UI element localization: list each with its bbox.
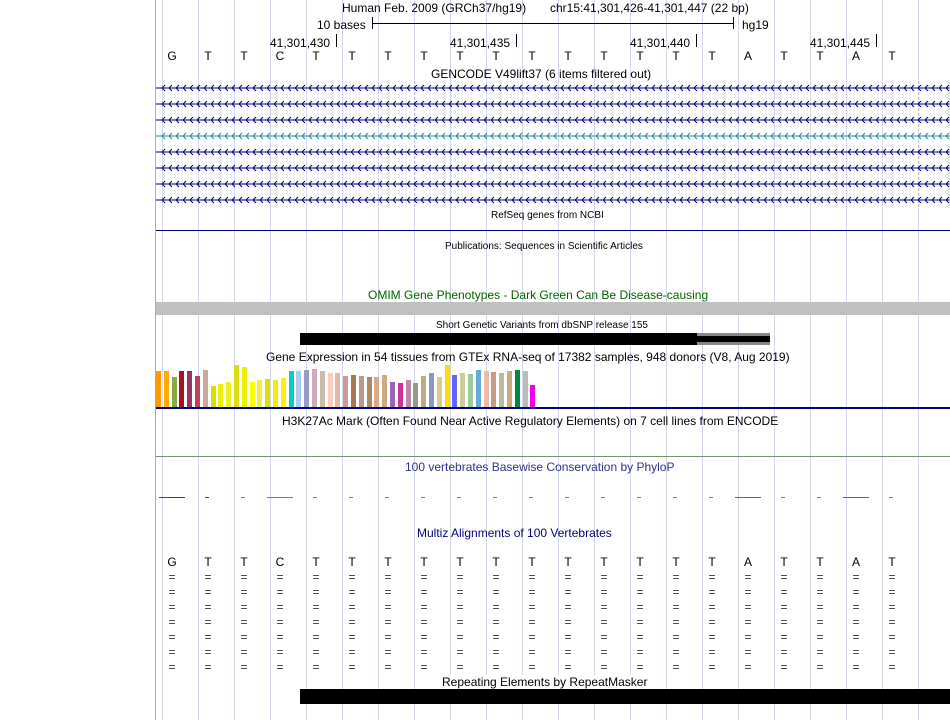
alignment-match-symbol: = [888, 630, 896, 644]
alignment-match-symbol: = [456, 660, 464, 674]
gtex-tissue-bar[interactable] [390, 382, 395, 407]
alignment-match-symbol: = [276, 645, 284, 659]
gtex-tissue-bar[interactable] [398, 383, 403, 407]
alignment-match-symbol: = [672, 615, 680, 629]
gencode-track-title[interactable]: GENCODE V49lift37 (6 items filtered out) [431, 67, 652, 81]
gtex-tissue-bar[interactable] [195, 376, 200, 407]
alignment-match-symbol: = [744, 645, 752, 659]
alignment-match-symbol: = [816, 600, 824, 614]
alignment-match-symbol: = [204, 570, 212, 584]
human-base: A [743, 555, 752, 569]
alignment-match-symbol: = [636, 600, 644, 614]
refseq-gene-line[interactable] [156, 230, 950, 231]
gtex-tissue-bar[interactable] [367, 377, 372, 407]
alignment-match-symbol: = [312, 615, 320, 629]
alignment-match-symbol: = [888, 660, 896, 674]
alignment-match-symbol: = [492, 600, 500, 614]
gtex-tissue-bar[interactable] [265, 379, 270, 407]
gtex-tissue-bar[interactable] [491, 372, 496, 407]
alignment-match-symbol: = [456, 570, 464, 584]
alignment-match-symbol: = [204, 660, 212, 674]
alignment-match-symbol: = [816, 570, 824, 584]
alignment-match-symbol: = [708, 630, 716, 644]
alignment-match-symbol: = [852, 645, 860, 659]
alignment-match-symbol: = [240, 570, 248, 584]
alignment-match-symbol: = [780, 600, 788, 614]
alignment-match-symbol: = [420, 585, 428, 599]
gencode-transcript[interactable] [156, 195, 950, 205]
gtex-tissue-bar[interactable] [499, 373, 504, 407]
alignment-match-symbol: = [528, 570, 536, 584]
gtex-tissue-bar[interactable] [281, 378, 286, 407]
alignment-match-symbol: = [672, 600, 680, 614]
phylop-score-mark [889, 497, 893, 498]
alignment-match-symbol: = [852, 570, 860, 584]
alignment-match-symbol: = [816, 645, 824, 659]
alignment-match-symbol: = [348, 615, 356, 629]
position-text: chr15:41,301,426-41,301,447 (22 bp) [550, 1, 749, 15]
alignment-match-symbol: = [384, 585, 392, 599]
gtex-tissue-bar[interactable] [530, 385, 535, 407]
alignment-match-symbol: = [276, 585, 284, 599]
alignment-match-symbol: = [672, 570, 680, 584]
alignment-match-symbol: = [600, 615, 608, 629]
alignment-match-symbol: = [564, 585, 572, 599]
h3k27ac-baseline [156, 456, 950, 457]
alignment-match-symbol: = [456, 600, 464, 614]
gtex-tissue-bar[interactable] [242, 367, 247, 407]
phylop-score-mark [205, 497, 209, 498]
sequence-base: T [492, 49, 500, 63]
gtex-tissue-bar[interactable] [452, 375, 457, 407]
alignment-match-symbol: = [276, 615, 284, 629]
alignment-match-symbol: = [348, 660, 356, 674]
sequence-base: T [636, 49, 644, 63]
alignment-match-symbol: = [888, 585, 896, 599]
alignment-match-symbol: = [420, 660, 428, 674]
human-base: C [275, 555, 285, 569]
alignment-match-symbol: = [204, 600, 212, 614]
alignment-match-symbol: = [708, 645, 716, 659]
alignment-match-symbol: = [816, 615, 824, 629]
gtex-tissue-bar[interactable] [172, 377, 177, 407]
alignment-match-symbol: = [384, 600, 392, 614]
alignment-match-symbol: = [168, 630, 176, 644]
dbsnp-track-title[interactable]: Short Genetic Variants from dbSNP release 155 [436, 320, 648, 331]
alignment-match-symbol: = [384, 660, 392, 674]
human-base: T [204, 555, 212, 569]
sequence-base: T [312, 49, 320, 63]
sequence-base: T [780, 49, 788, 63]
alignment-match-symbol: = [780, 645, 788, 659]
alignment-match-symbol: = [600, 660, 608, 674]
sequence-base: G [167, 49, 177, 63]
human-base: T [420, 555, 428, 569]
gtex-tissue-bar[interactable] [445, 365, 450, 407]
gtex-tissue-bar[interactable] [273, 380, 278, 407]
gencode-transcript[interactable] [156, 163, 950, 173]
alignment-match-symbol: = [600, 630, 608, 644]
gtex-tissue-bar[interactable] [296, 371, 301, 407]
gtex-tissue-bar[interactable] [460, 373, 465, 407]
alignment-match-symbol: = [276, 570, 284, 584]
gtex-tissue-bar[interactable] [156, 371, 161, 407]
coord-tick [876, 34, 877, 47]
phylop-score-mark [241, 497, 245, 498]
alignment-match-symbol: = [384, 630, 392, 644]
sequence-base: T [348, 49, 356, 63]
alignment-match-symbol: = [564, 660, 572, 674]
gtex-tissue-bar[interactable] [413, 383, 418, 407]
phylop-score-mark [493, 497, 497, 498]
alignment-match-symbol: = [276, 660, 284, 674]
coord-label: 41,301,445 [810, 36, 871, 50]
alignment-match-symbol: = [528, 645, 536, 659]
sequence-base: T [420, 49, 428, 63]
multiz-track-title[interactable]: Multiz Alignments of 100 Vertebrates [417, 526, 612, 540]
dbsnp-variant-inner [697, 336, 770, 342]
gtex-tissue-bar[interactable] [523, 371, 528, 407]
alignment-match-symbol: = [744, 660, 752, 674]
human-base: T [888, 555, 896, 569]
alignment-match-symbol: = [492, 660, 500, 674]
coord-label: 41,301,440 [630, 36, 691, 50]
gtex-tissue-bar[interactable] [515, 370, 520, 407]
human-base: T [492, 555, 500, 569]
sequence-base: T [240, 49, 248, 63]
gtex-tissue-bar[interactable] [335, 373, 340, 407]
alignment-match-symbol: = [708, 615, 716, 629]
phylop-score-mark [457, 497, 461, 498]
coord-tick [696, 34, 697, 47]
assembly-text: Human Feb. 2009 (GRCh37/hg19) [342, 1, 527, 15]
alignment-match-symbol: = [816, 660, 824, 674]
phylop-score-mark [565, 497, 569, 498]
alignment-match-symbol: = [240, 660, 248, 674]
human-base: T [780, 555, 788, 569]
alignment-match-symbol: = [780, 660, 788, 674]
phylop-score-mark [709, 497, 713, 498]
alignment-match-symbol: = [888, 600, 896, 614]
alignment-match-symbol: = [564, 570, 572, 584]
gtex-tissue-bar[interactable] [328, 373, 333, 407]
sequence-base: C [275, 49, 285, 63]
alignment-match-symbol: = [672, 585, 680, 599]
human-base: T [564, 555, 572, 569]
alignment-match-symbol: = [240, 645, 248, 659]
gtex-tissue-bar[interactable] [218, 384, 223, 407]
gtex-tissue-bar[interactable] [289, 371, 294, 407]
alignment-match-symbol: = [744, 585, 752, 599]
alignment-match-symbol: = [240, 600, 248, 614]
alignment-match-symbol: = [600, 600, 608, 614]
alignment-match-symbol: = [600, 570, 608, 584]
db-text: hg19 [742, 18, 769, 32]
alignment-match-symbol: = [168, 615, 176, 629]
human-base: T [672, 555, 680, 569]
alignment-match-symbol: = [600, 645, 608, 659]
alignment-match-symbol: = [240, 615, 248, 629]
gtex-tissue-bar[interactable] [437, 377, 442, 407]
alignment-match-symbol: = [348, 570, 356, 584]
alignment-match-symbol: = [456, 630, 464, 644]
alignment-match-symbol: = [600, 585, 608, 599]
human-base: T [384, 555, 392, 569]
phylop-score-mark [267, 497, 293, 498]
human-base: T [636, 555, 644, 569]
alignment-match-symbol: = [492, 630, 500, 644]
alignment-match-symbol: = [780, 570, 788, 584]
alignment-match-symbol: = [240, 585, 248, 599]
sequence-base: T [708, 49, 716, 63]
alignment-match-symbol: = [168, 660, 176, 674]
alignment-match-symbol: = [420, 600, 428, 614]
alignment-match-symbol: = [744, 630, 752, 644]
alignment-match-symbol: = [420, 630, 428, 644]
alignment-match-symbol: = [888, 570, 896, 584]
gtex-tissue-bar[interactable] [351, 375, 356, 407]
human-base: T [312, 555, 320, 569]
scale-bar [372, 23, 734, 24]
phylop-track-title[interactable]: 100 vertebrates Basewise Conservation by PhyloP [405, 460, 675, 474]
alignment-match-symbol: = [708, 585, 716, 599]
gtex-tissue-bar[interactable] [187, 371, 192, 407]
phylop-score-mark [385, 497, 389, 498]
sequence-base: T [600, 49, 608, 63]
gtex-tissue-bar[interactable] [429, 373, 434, 407]
sequence-base: T [456, 49, 464, 63]
alignment-match-symbol: = [312, 630, 320, 644]
gencode-transcript[interactable] [156, 131, 950, 141]
alignment-match-symbol: = [672, 660, 680, 674]
alignment-match-symbol: = [348, 645, 356, 659]
phylop-score-mark [735, 497, 761, 498]
alignment-match-symbol: = [168, 570, 176, 584]
gtex-tissue-bar[interactable] [320, 371, 325, 407]
coord-label: 41,301,430 [270, 36, 331, 50]
alignment-match-symbol: = [312, 600, 320, 614]
gtex-tissue-bar[interactable] [476, 370, 481, 407]
alignment-match-symbol: = [492, 645, 500, 659]
alignment-match-symbol: = [240, 630, 248, 644]
phylop-score-mark [637, 497, 641, 498]
alignment-match-symbol: = [744, 615, 752, 629]
alignment-match-symbol: = [384, 570, 392, 584]
gtex-tissue-bar[interactable] [304, 370, 309, 407]
alignment-match-symbol: = [708, 570, 716, 584]
alignment-match-symbol: = [204, 645, 212, 659]
human-base: T [240, 555, 248, 569]
alignment-match-symbol: = [528, 600, 536, 614]
alignment-match-symbol: = [852, 660, 860, 674]
alignment-match-symbol: = [312, 585, 320, 599]
gencode-transcript[interactable] [156, 179, 950, 189]
phylop-score-mark [313, 497, 317, 498]
alignment-match-symbol: = [348, 600, 356, 614]
alignment-match-symbol: = [852, 585, 860, 599]
gtex-tissue-bar[interactable] [359, 376, 364, 407]
alignment-match-symbol: = [456, 615, 464, 629]
alignment-match-symbol: = [888, 645, 896, 659]
phylop-score-mark [159, 497, 185, 498]
alignment-match-symbol: = [456, 645, 464, 659]
alignment-match-symbol: = [780, 615, 788, 629]
gtex-tissue-bar[interactable] [179, 371, 184, 407]
alignment-match-symbol: = [420, 570, 428, 584]
gencode-transcript[interactable] [156, 115, 950, 125]
repeatmasker-element[interactable] [300, 689, 950, 704]
gtex-tissue-bar[interactable] [382, 375, 387, 407]
human-base: G [167, 555, 177, 569]
sequence-base: A [743, 49, 752, 63]
alignment-match-symbol: = [708, 600, 716, 614]
alignment-match-symbol: = [636, 660, 644, 674]
alignment-match-symbol: = [852, 600, 860, 614]
human-base: A [851, 555, 860, 569]
gtex-tissue-bar[interactable] [468, 374, 473, 407]
sequence-base: T [384, 49, 392, 63]
phylop-score-mark [349, 497, 353, 498]
alignment-match-symbol: = [168, 585, 176, 599]
alignment-match-symbol: = [672, 630, 680, 644]
human-base: T [456, 555, 464, 569]
alignment-match-symbol: = [492, 615, 500, 629]
sequence-base: T [816, 49, 824, 63]
alignment-match-symbol: = [636, 645, 644, 659]
phylop-score-mark [781, 497, 785, 498]
omim-track-title[interactable]: OMIM Gene Phenotypes - Dark Green Can Be Disease-causing [368, 288, 709, 302]
repeatmasker-track-title[interactable]: Repeating Elements by RepeatMasker [442, 675, 648, 689]
alignment-match-symbol: = [636, 585, 644, 599]
gtex-tissue-bar[interactable] [507, 371, 512, 407]
alignment-match-symbol: = [276, 600, 284, 614]
alignment-match-symbol: = [204, 630, 212, 644]
sequence-base: T [888, 49, 896, 63]
alignment-match-symbol: = [312, 570, 320, 584]
alignment-match-symbol: = [204, 585, 212, 599]
phylop-score-mark [421, 497, 425, 498]
alignment-match-symbol: = [528, 660, 536, 674]
phylop-score-mark [529, 497, 533, 498]
sequence-base: T [564, 49, 572, 63]
alignment-match-symbol: = [888, 615, 896, 629]
alignment-match-symbol: = [672, 645, 680, 659]
alignment-match-symbol: = [708, 660, 716, 674]
gtex-tissue-bar[interactable] [164, 371, 169, 407]
human-base: T [816, 555, 824, 569]
alignment-match-symbol: = [420, 615, 428, 629]
gtex-tissue-bar[interactable] [226, 382, 231, 407]
omim-gene-bar[interactable] [156, 302, 950, 315]
alignment-match-symbol: = [564, 615, 572, 629]
alignment-match-symbol: = [384, 645, 392, 659]
gtex-track-title[interactable]: Gene Expression in 54 tissues from GTEx RNA-seq of 17382 samples, 948 donors (V8, Aug 2019) [266, 350, 790, 364]
alignment-match-symbol: = [852, 615, 860, 629]
alignment-match-symbol: = [492, 570, 500, 584]
phylop-score-mark [601, 497, 605, 498]
scale-text: 10 bases [317, 18, 366, 32]
sequence-base: T [528, 49, 536, 63]
coord-tick [336, 34, 337, 47]
sequence-base: T [204, 49, 212, 63]
alignment-match-symbol: = [168, 645, 176, 659]
gtex-tissue-bar[interactable] [374, 377, 379, 407]
human-base: T [528, 555, 536, 569]
gencode-transcript[interactable] [156, 99, 950, 109]
alignment-match-symbol: = [780, 630, 788, 644]
alignment-match-symbol: = [420, 645, 428, 659]
alignment-match-symbol: = [816, 630, 824, 644]
gtex-tissue-bar[interactable] [250, 382, 255, 407]
gtex-tissue-bar[interactable] [406, 380, 411, 407]
alignment-match-symbol: = [636, 570, 644, 584]
refseq-track-title[interactable]: RefSeq genes from NCBI [491, 210, 604, 221]
alignment-match-symbol: = [636, 630, 644, 644]
alignment-match-symbol: = [528, 585, 536, 599]
alignment-match-symbol: = [276, 630, 284, 644]
gtex-tissue-bar[interactable] [257, 380, 262, 407]
human-base: T [708, 555, 716, 569]
alignment-match-symbol: = [204, 615, 212, 629]
alignment-match-symbol: = [852, 630, 860, 644]
gtex-tissue-bar[interactable] [203, 370, 208, 407]
alignment-match-symbol: = [528, 630, 536, 644]
alignment-match-symbol: = [744, 570, 752, 584]
alignment-match-symbol: = [348, 630, 356, 644]
gtex-tissue-bar[interactable] [234, 365, 239, 407]
coord-label: 41,301,435 [450, 36, 511, 50]
alignment-match-symbol: = [780, 585, 788, 599]
alignment-match-symbol: = [492, 585, 500, 599]
h3k27ac-track-title[interactable]: H3K27Ac Mark (Often Found Near Active Regulatory Elements) on 7 cell lines from ENCODE [282, 414, 779, 428]
alignment-match-symbol: = [564, 630, 572, 644]
sequence-base: A [851, 49, 860, 63]
alignment-match-symbol: = [312, 660, 320, 674]
gencode-transcript[interactable] [156, 147, 950, 157]
gtex-tissue-bar[interactable] [211, 386, 216, 407]
phylop-score-mark [843, 497, 869, 498]
gtex-gene-line [156, 407, 950, 409]
alignment-match-symbol: = [528, 615, 536, 629]
phylop-score-mark [817, 497, 821, 498]
alignment-match-symbol: = [312, 645, 320, 659]
publications-track-title[interactable]: Publications: Sequences in Scientific Articles [445, 241, 643, 252]
alignment-match-symbol: = [564, 600, 572, 614]
alignment-match-symbol: = [168, 600, 176, 614]
human-base: T [600, 555, 608, 569]
phylop-score-mark [673, 497, 677, 498]
coord-tick [516, 34, 517, 47]
alignment-match-symbol: = [564, 645, 572, 659]
gtex-tissue-bar[interactable] [312, 369, 317, 407]
alignment-match-symbol: = [384, 615, 392, 629]
sequence-base: T [672, 49, 680, 63]
alignment-match-symbol: = [636, 615, 644, 629]
gtex-tissue-bar[interactable] [421, 376, 426, 407]
human-base: T [348, 555, 356, 569]
gtex-tissue-bar[interactable] [484, 371, 489, 407]
gencode-transcript[interactable] [156, 83, 950, 93]
scale-bar-right-tick [733, 17, 734, 29]
alignment-match-symbol: = [744, 600, 752, 614]
alignment-match-symbol: = [456, 585, 464, 599]
gtex-tissue-bar[interactable] [343, 376, 348, 407]
alignment-match-symbol: = [348, 585, 356, 599]
alignment-match-symbol: = [816, 585, 824, 599]
